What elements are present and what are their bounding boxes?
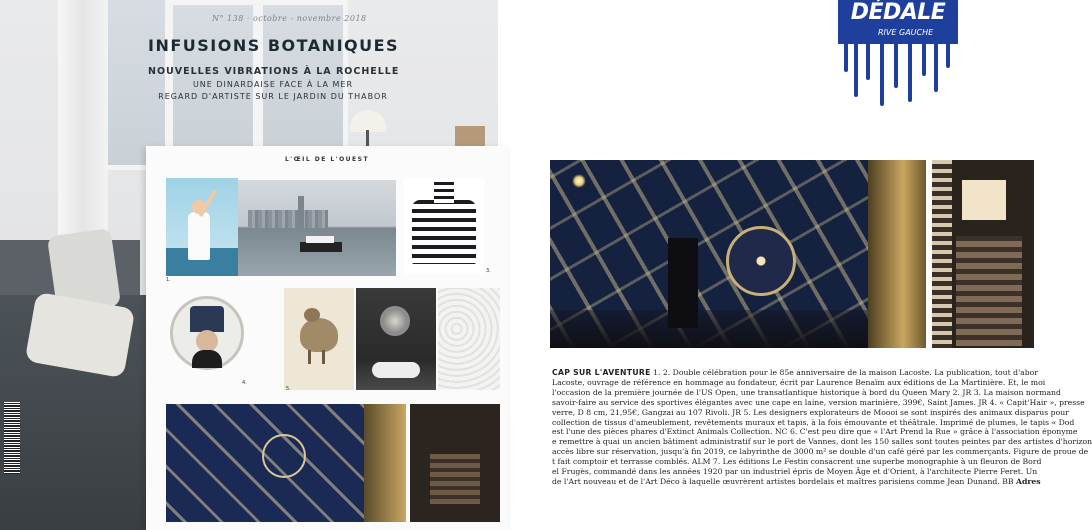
cover-headline: NOUVELLES VIBRATIONS À LA ROCHELLE <box>148 66 400 77</box>
cover-line-2: UNE DINARDAISE FACE À LA MER <box>192 80 354 89</box>
article-line: Lacoste, ouvrage de référence en hommage au fondateur, écrit par Laurence Benaïm aux éditions de La Martinière. Et, le moi <box>552 377 1046 387</box>
article-line: de l'Art nouveau et de l'Art Déco à laquelle œuvrèrent artistes bordelais et maîtres parisiens comme Jean Dunand. BB Adres <box>552 476 1041 486</box>
thumb-num-5: 5. <box>286 386 291 392</box>
article-body <box>552 368 1092 487</box>
thumb-num-3: 3. <box>486 268 491 274</box>
article-line: l'occasion de la première journée de l'US Open, une transatlantique historique à bord du Queen Mary 2. JR 3. La maison normand <box>552 387 1061 397</box>
thumb-dodo <box>284 288 354 390</box>
thumb-carved <box>438 288 500 390</box>
article-line: verre, D 8 cm, 21,95€, Gangzai au 107 Rivoli. JR 5. Les designers explorateurs de Moooi se sont inspirés des animaux disparus pour <box>552 407 1069 417</box>
article-line: e remettre à quai un ancien bâtiment administratif sur le port de Vannes, dont les 150 salles sont toutes peintes par des artistes d'horizon <box>552 437 1092 447</box>
logo-tagline: RIVE GAUCHE <box>878 28 934 37</box>
dedale-logo <box>838 0 958 112</box>
issue-number: N° 138 · octobre - novembre 2018 <box>212 14 367 23</box>
article-line: CAP SUR L'AVENTURE 1. 2. Double célébration pour le 85e anniversaire de la maison Lacoste. La publication, tout d'abor <box>552 368 1038 377</box>
section-title: L'ŒIL DE L'OUEST <box>284 156 370 163</box>
thumb-interior <box>356 288 436 390</box>
article-heading: CAP SUR L'AVENTURE <box>552 368 651 377</box>
lamp-shade <box>350 110 386 132</box>
article-trailing: Adres <box>1015 476 1041 486</box>
thumb-illustration <box>166 178 238 276</box>
inner-spread-page <box>146 146 508 530</box>
article-line: collection de tissus d'ameublement, revêtements muraux et tapis, à la fois émouvante et théâtrale. Imprimé de plumes, le tapis « Dod <box>552 417 1075 427</box>
cover-line-3: REGARD D'ARTISTE SUR LE JARDIN DU THABOR <box>158 92 388 101</box>
photo-staircase <box>932 160 1034 348</box>
thumb-ship <box>238 180 396 276</box>
article-line: savoir-faire au service des sportives élégantes avec une cape en laine, version marinière, 399€, Saint James. JR 4. « Capit'Hair », presse <box>552 397 1085 407</box>
thumb-maze-wide <box>166 404 406 522</box>
picture-frame <box>455 126 485 146</box>
article-line: t fait comptoir et terrasse comblés. ALM 7. Les éditions Le Festin consacrent une superbe monographie à un fleuron de Bord <box>552 457 1042 467</box>
thumb-stairs <box>410 404 500 522</box>
logo-wordmark: DÉDALE <box>850 0 946 25</box>
thumb-num-4: 4. <box>242 380 247 386</box>
thumb-jacket <box>404 178 484 274</box>
photo-labyrinth <box>550 160 926 348</box>
cover-title: INFUSIONS BOTANIQUES <box>148 36 400 55</box>
article-line: accès libre sur réservation, jusqu'à fin 2019, ce labyrinthe de 3000 m² se double d'un café géré par les commerçants. Figure de proue de <box>552 447 1089 457</box>
thumb-num-1: 1. <box>166 277 171 283</box>
thumb-plate <box>170 292 244 382</box>
article-line: el Frugès, commandé dans les années 1920 par un industriel épris de Moyen Âge et d'Orient, à l'architecte Pierre Feret. Un <box>552 467 1038 477</box>
barcode <box>4 402 20 474</box>
article-line: est l'une des pièces phares d'Extinct Animals Collection. NC 6. C'est peu dire que « l'Art Prend la Rue » grâce à l'association éponyme <box>552 427 1078 437</box>
